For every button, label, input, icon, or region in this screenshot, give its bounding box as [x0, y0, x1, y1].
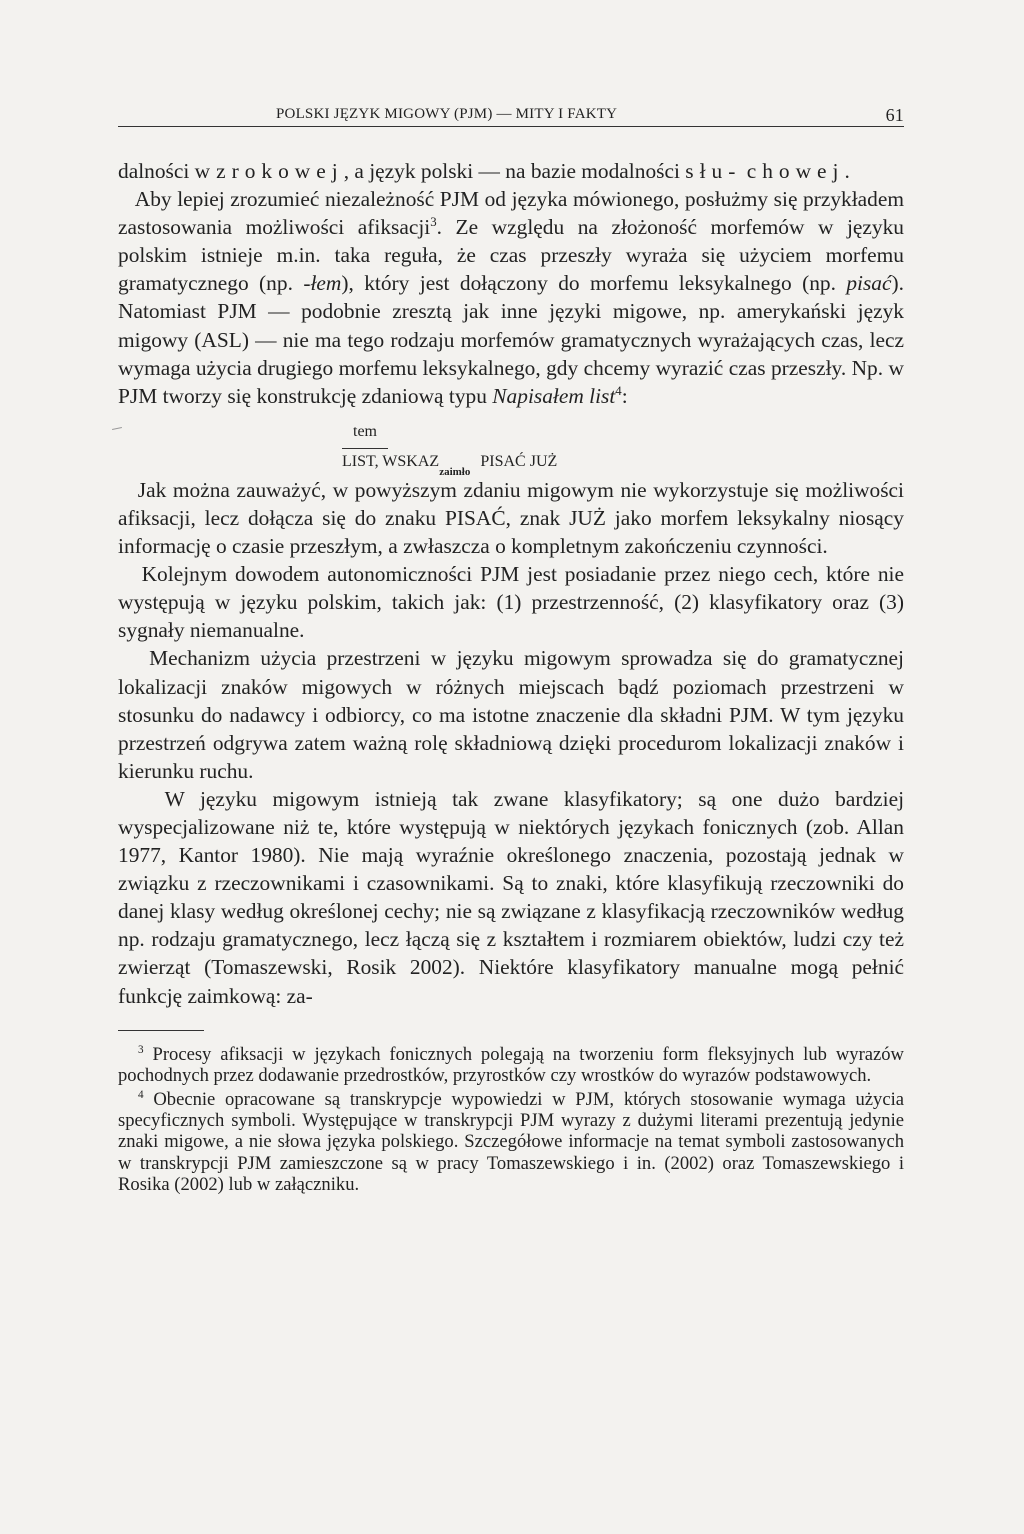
- paragraph-3: [118, 476, 904, 560]
- paragraph-1: [118, 157, 904, 185]
- gloss-subscript: zaimło: [439, 466, 471, 479]
- italic-term: Napisałem list: [492, 383, 616, 408]
- text-run: W języku migowym istnieją tak zwane klasyfikatory; są one dużo bardziej wyspecjalizowane niż te, które występują w niektórych językach fonicznych (zob. Allan 1977, Kantor 1980). Nie mają wyraźnie określonego znaczenia, pozostają jednak w związku z rzeczownikami i czasownikami. Są to znaki, które klasyfikują rzeczowniki do danej klasy według określonej cechy; nie są związane z klasyfikacją rzeczowników według np. rodzaju gramatycznego, lecz łączą się z kształtem i rozmiarem obiektów, ludzi czy też zwierząt (Tomaszewski, Rosik 2002). Niektóre klasyfikatory manualne mogą pełnić funkcję zaimkową: za-: [118, 786, 905, 1008]
- footnote-mark: 3: [138, 1043, 144, 1056]
- page-number: 61: [885, 105, 904, 125]
- sign-gloss-example: [118, 410, 904, 479]
- running-header: [118, 98, 904, 127]
- italic-term: pisać: [846, 271, 892, 296]
- footnote-rule: [118, 1030, 204, 1031]
- paragraph-6: [118, 785, 904, 1010]
- footnote-ref[interactable]: 4: [615, 383, 622, 398]
- text-run: Jak można zauważyć, w powyższym zdaniu migowym nie wykorzystuje się możliwości afiksacji, lecz dołącza się do znaku PISAĆ, znak JUŻ jako morfem leksykalny niosący informację o czasie przeszłym, a zwłaszcza o kompletnym zakończeniu czynności.: [118, 477, 904, 559]
- book-page: [118, 98, 904, 1198]
- footnote: [118, 1044, 904, 1086]
- text-run: Mechanizm użycia przestrzeni w języku migowym sprowadza się do gramatycznej lokalizacji znaków migowych w różnych miejscach bądź poziomach przestrzeni w stosunku do nadawcy i odbiorcy, co ma istotne znaczenie dla składni PJM. W tym języku przestrzeń odgrywa zatem ważną rolę składniową dzięki procedurom lokalizacji znaków i kierunku ruchu.: [118, 646, 904, 783]
- footnote: [118, 1089, 904, 1195]
- footnote-mark: 4: [138, 1088, 144, 1101]
- gloss-line: [342, 448, 557, 481]
- scan-mark: [112, 427, 122, 430]
- text-run: ), który jest dołączony do morfemu leksykalnego (np.: [341, 271, 847, 296]
- text-run: .: [844, 159, 850, 183]
- footnote-ref[interactable]: 3: [430, 215, 437, 230]
- running-title: POLSKI JĘZYK MIGOWY (PJM) — MITY I FAKTY: [276, 106, 618, 122]
- footnote-text: Obecnie opracowane są transkrypcje wypowiedzi w PJM, których stosowanie wymaga użycia specyficznych symboli. Występujące w transkrypcji PJM wyrazy z dużymi literami prezentują jedynie znaki migowe, a nie słowa języka polskiego. Szczegółowe informacje na temat symboli zastosowanych w transkrypcji PJM zamieszczone są w pracy Tomaszewskiego i in. (2002) oraz Tomaszewskiego i Rosika (2002) lub w załączniku.: [118, 1089, 905, 1195]
- spaced-word: wzrokowej: [194, 159, 344, 183]
- spaced-word: chowej: [746, 159, 845, 183]
- text-run: . Ze względu na złożoność morfemów w języku polskim istnieje m.in. taka reguła, że czas przeszły wyraża się użyciem morfemu gramatycznego (np.: [118, 215, 904, 296]
- paragraph-5: [118, 644, 904, 784]
- gloss-signs: PISAĆ JUŻ: [480, 452, 558, 470]
- text-run: dalności: [118, 159, 195, 183]
- text-run: ). Natomiast PJM — podobnie zresztą jak inne języki migowe, np. amerykański język migowy (ASL) — nie ma tego rodzaju morfemów gramatycznych wyrażających czas, lecz wymaga użycia drugiego morfemu leksykalnego, gdy chcemy wyrazić czas przeszły. Np. w PJM tworzy się konstrukcję zdaniową typu: [118, 271, 904, 408]
- paragraph-4: [118, 560, 904, 644]
- text-run: Kolejnym dowodem autonomiczności PJM jest posiadanie przez niego cech, które nie występują w języku polskim, takich jak: (1) przestrzenność, (2) klasyfikatory oraz (3) sygnały niemanualne.: [118, 562, 904, 643]
- footnotes: [118, 1030, 904, 1195]
- spaced-word: słu-: [685, 159, 742, 183]
- main-text: [118, 157, 904, 1010]
- text-run: , a język polski — na bazie modalności: [343, 159, 686, 183]
- gloss-signs: LIST, WSKAZ: [342, 452, 440, 470]
- italic-term: -łem: [303, 271, 342, 296]
- text-run: Aby lepiej zrozumieć niezależność PJM od języka mówionego, posłużmy się przykładem zastosowania możliwości afiksacji: [118, 187, 905, 240]
- text-run: :: [621, 383, 628, 408]
- footnote-text: Procesy afiksacji w językach fonicznych polegają na tworzeniu form fleksyjnych lub wyrazów pochodnych przez dodawanie przedrostków, przyrostków czy wrostków do wyrazów podstawowych.: [118, 1043, 904, 1086]
- paragraph-2: [118, 185, 904, 410]
- nonmanual-marker: tem: [342, 418, 388, 449]
